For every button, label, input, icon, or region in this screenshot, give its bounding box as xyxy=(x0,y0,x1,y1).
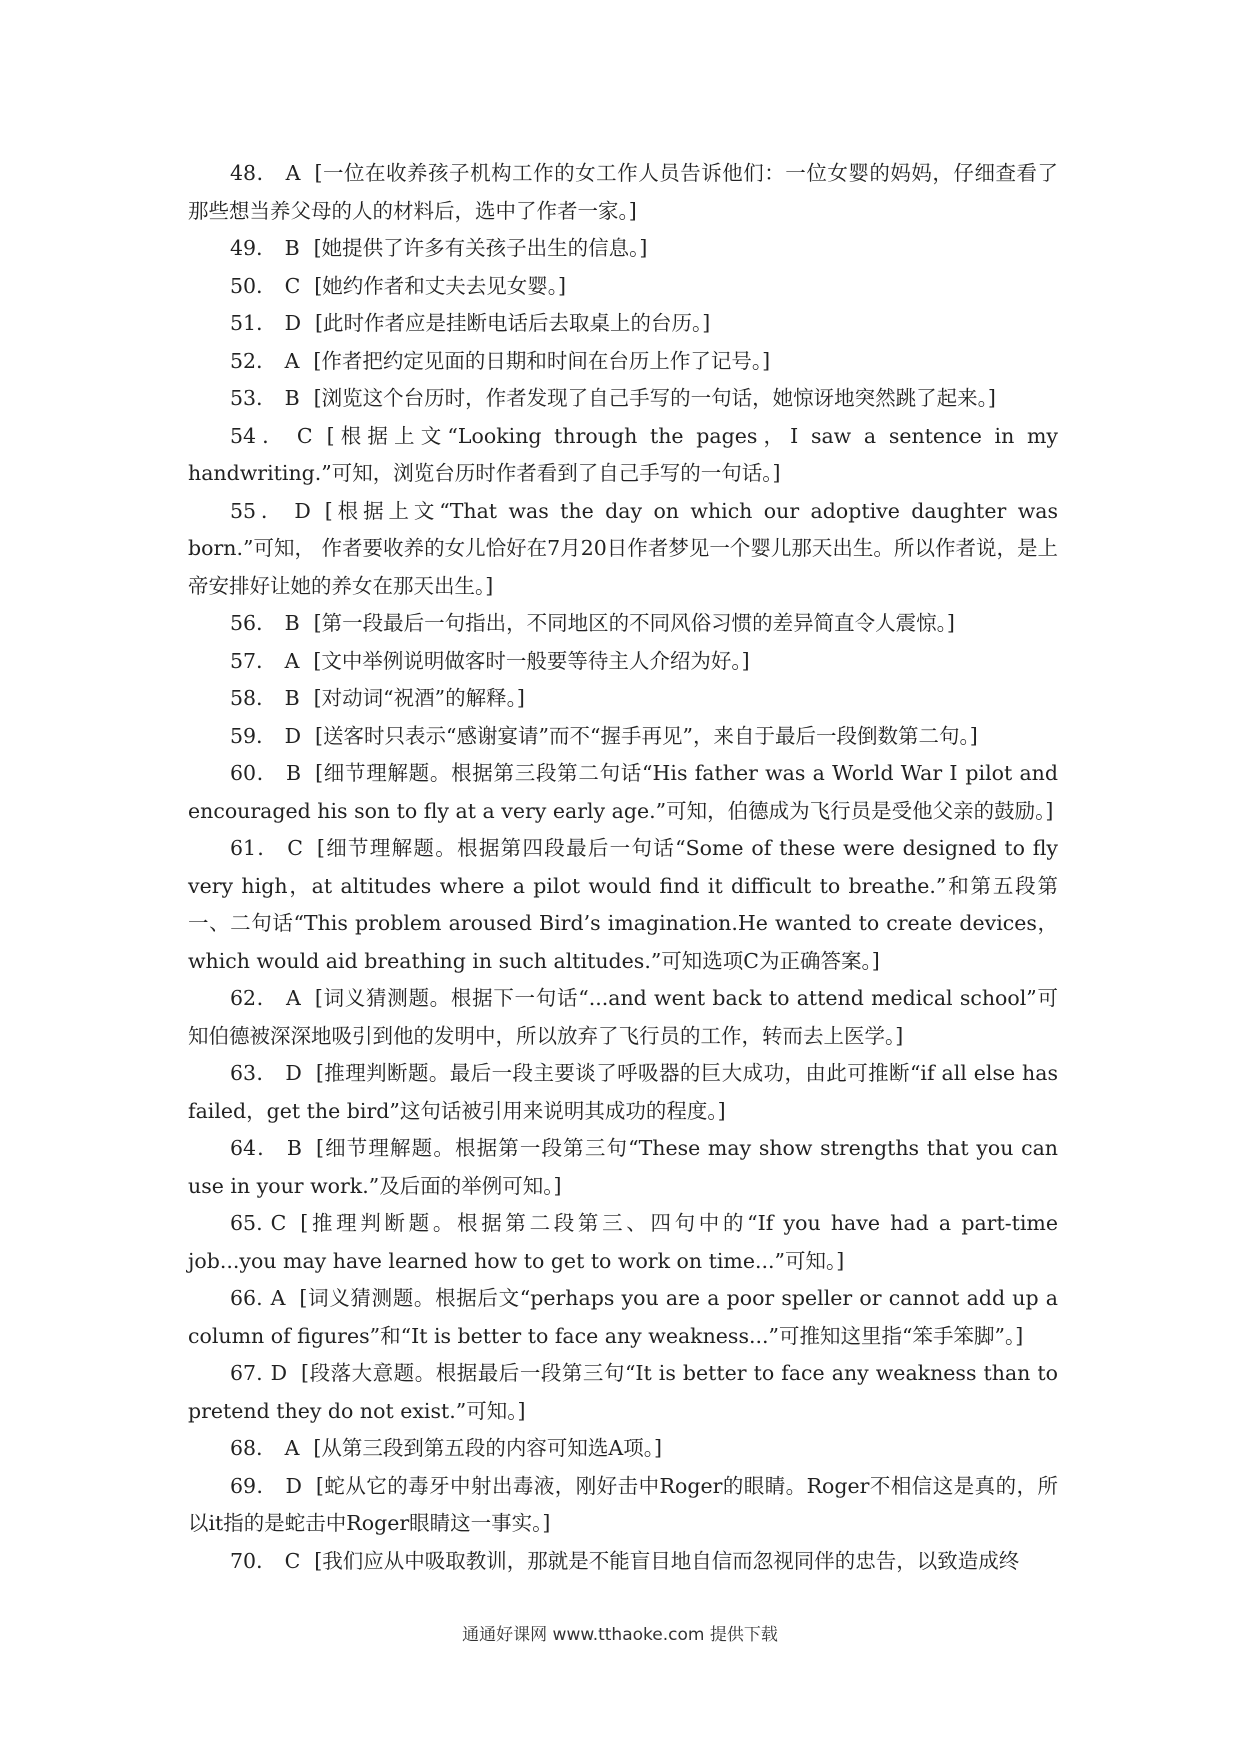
answer-letter: D xyxy=(285,1473,302,1498)
answer-entry-50 xyxy=(188,268,1058,306)
question-number: 66. xyxy=(230,1286,263,1310)
explanation: [作者把约定见面的日期和时间在台历上作了记号。] xyxy=(313,348,771,373)
answer-entry-54 xyxy=(188,418,1058,493)
question-number: 64． xyxy=(230,1136,279,1160)
explanation: [送客时只表示“感谢宴请”而不“握手再见”，来自于最后一段倒数第二句。] xyxy=(315,723,978,748)
explanation: [词义猜测题。根据下一句话“...and went back to attend medical school”可知伯德被深深地吸引到他的发明中，所以放弃了飞行员的工作，转而去上医学。] xyxy=(188,986,1058,1048)
question-number: 70． xyxy=(230,1548,277,1573)
question-number: 52． xyxy=(230,348,277,373)
question-number: 58． xyxy=(230,686,277,710)
question-number: 48． xyxy=(230,161,278,185)
explanation: [根据上文“That was the day on which our adoptive daughter was born.”可知， 作者要收养的女儿恰好在7月20日作者梦见一个婴儿那天出生。所以作者说，是上帝安排好让她的养女在那天出生。] xyxy=(188,498,1058,598)
question-number: 63． xyxy=(230,1061,278,1085)
question-number: 59． xyxy=(230,723,277,748)
answer-entry-48 xyxy=(188,155,1058,230)
answer-letter: D xyxy=(270,1361,288,1385)
question-number: 57． xyxy=(230,648,277,673)
question-number: 62． xyxy=(230,986,279,1010)
question-number: 53． xyxy=(230,386,277,410)
answer-entry-56 xyxy=(188,605,1058,643)
explanation: [我们应从中吸取教训，那就是不能盲目地自信而忽视同伴的忠告，以致造成终 xyxy=(314,1548,1020,1573)
answer-entry-65 xyxy=(188,1205,1058,1280)
answer-entry-58 xyxy=(188,680,1058,718)
explanation: [段落大意题。根据最后一段第三句“It is better to face any weakness than to pretend they do not exist.”可知。] xyxy=(188,1361,1058,1423)
answer-entry-67 xyxy=(188,1355,1058,1430)
question-number: 60． xyxy=(230,761,279,785)
question-number: 65. xyxy=(230,1211,263,1235)
explanation: [推理判断题。根据第二段第三、四句中的“If you have had a part-time job...you may have learned how to get to work on time...”可知。] xyxy=(188,1211,1058,1273)
answer-entry-59 xyxy=(188,718,1058,756)
answer-entry-51 xyxy=(188,305,1058,343)
answer-entry-66 xyxy=(188,1280,1058,1355)
answer-letter: A xyxy=(286,986,301,1010)
explanation: [细节理解题。根据第三段第二句话“His father was a World War Ⅰ pilot and encouraged his son to fly at a very early age.”可知，伯德成为飞行员是受他父亲的鼓励。] xyxy=(188,761,1058,823)
explanation: [细节理解题。根据第一段第三句“These may show strengths that you can use in your work.”及后面的举例可知。] xyxy=(188,1136,1058,1198)
answer-entry-49 xyxy=(188,230,1058,268)
answer-letter: C xyxy=(284,273,301,298)
answer-letter: C xyxy=(287,836,303,860)
answer-entry-63 xyxy=(188,1055,1058,1130)
question-number: 67. xyxy=(230,1361,263,1385)
question-number: 56． xyxy=(230,611,277,635)
answer-letter: B xyxy=(284,611,300,635)
answer-entry-68 xyxy=(188,1430,1058,1468)
question-number: 50． xyxy=(230,273,277,298)
answer-entry-61 xyxy=(188,830,1058,980)
explanation: [对动词“祝酒”的解释。] xyxy=(313,686,525,710)
answer-letter: C xyxy=(284,1548,301,1573)
answer-letter: B xyxy=(284,686,300,710)
answer-letter: A xyxy=(285,161,301,185)
question-number: 49． xyxy=(230,236,277,260)
answer-entry-62 xyxy=(188,980,1058,1055)
explanation: [第一段最后一句指出，不同地区的不同风俗习惯的差异简直令人震惊。] xyxy=(313,611,955,635)
answer-letter: D xyxy=(285,1061,302,1085)
explanation: [推理判断题。最后一段主要谈了呼吸器的巨大成功，由此可推断“if all else has failed，get the bird”这句话被引用来说明其成功的程度。] xyxy=(188,1061,1058,1123)
answer-letter: B xyxy=(286,761,302,785)
answer-entry-57 xyxy=(188,643,1058,681)
answer-letter: C xyxy=(296,423,313,448)
answer-entry-70 xyxy=(188,1543,1058,1581)
answer-letter: B xyxy=(284,386,300,410)
explanation: [她提供了许多有关孩子出生的信息。] xyxy=(313,236,648,260)
explanation: [根据上文“Looking through the pages，I saw a sentence in my handwriting.”可知，浏览台历时作者看到了自己手写的一句话。] xyxy=(188,423,1058,485)
answer-letter: A xyxy=(284,348,300,373)
explanation: [她约作者和丈夫去见女婴。] xyxy=(314,273,567,298)
answer-letter: D xyxy=(284,311,302,335)
explanation: [一位在收养孩子机构工作的女工作人员告诉他们：一位女婴的妈妈，仔细查看了那些想当养父母的人的材料后，选中了作者一家。] xyxy=(188,161,1058,223)
question-number: 55． xyxy=(230,498,287,523)
question-number: 68． xyxy=(230,1436,277,1460)
answer-letter: B xyxy=(284,236,300,260)
answer-letter: D xyxy=(294,498,311,523)
explanation: [细节理解题。根据第四段最后一句话“Some of these were designed to fly very high，at altitudes where a pilot would find it difficult to breathe.”和第五段第一、二句话“This problem aroused Bird’s imagination.He wanted to create devices，which would aid breathing in such altitudes.”可知选项C为正确答案。] xyxy=(188,836,1058,973)
explanation: [浏览这个台历时，作者发现了自己手写的一句话，她惊讶地突然跳了起来。] xyxy=(313,386,996,410)
explanation: [此时作者应是挂断电话后去取桌上的台历。] xyxy=(315,311,711,335)
answer-entry-64 xyxy=(188,1130,1058,1205)
answer-entry-60 xyxy=(188,755,1058,830)
explanation: [文中举例说明做客时一般要等待主人介绍为好。] xyxy=(313,648,750,673)
question-number: 54． xyxy=(230,423,289,448)
question-number: 61． xyxy=(230,836,280,860)
answer-letter: B xyxy=(286,1136,302,1160)
page-footer: 通通好课网 www.tthaoke.com 提供下载 xyxy=(462,1625,778,1645)
answer-letter: A xyxy=(270,1286,286,1310)
question-number: 51． xyxy=(230,311,277,335)
answer-entry-55 xyxy=(188,493,1058,606)
explanation: [从第三段到第五段的内容可知选A项。] xyxy=(313,1436,662,1460)
explanation: [蛇从它的毒牙中射出毒液，刚好击中Roger的眼睛。Roger不相信这是真的，所以it指的是蛇击中Roger眼睛这一事实。] xyxy=(188,1473,1058,1535)
answer-letter: C xyxy=(270,1211,287,1235)
question-number: 69． xyxy=(230,1473,278,1498)
answer-list xyxy=(188,155,1058,1580)
explanation: [词义猜测题。根据后文“perhaps you are a poor speller or cannot add up a column of figures”和“It is better to face any weakness...”可推知这里指“笨手笨脚”。] xyxy=(188,1286,1058,1348)
answer-entry-69 xyxy=(188,1468,1058,1543)
answer-letter: A xyxy=(284,648,300,673)
answer-letter: A xyxy=(284,1436,300,1460)
answer-letter: D xyxy=(284,723,302,748)
answer-entry-53 xyxy=(188,380,1058,418)
answer-entry-52 xyxy=(188,343,1058,381)
